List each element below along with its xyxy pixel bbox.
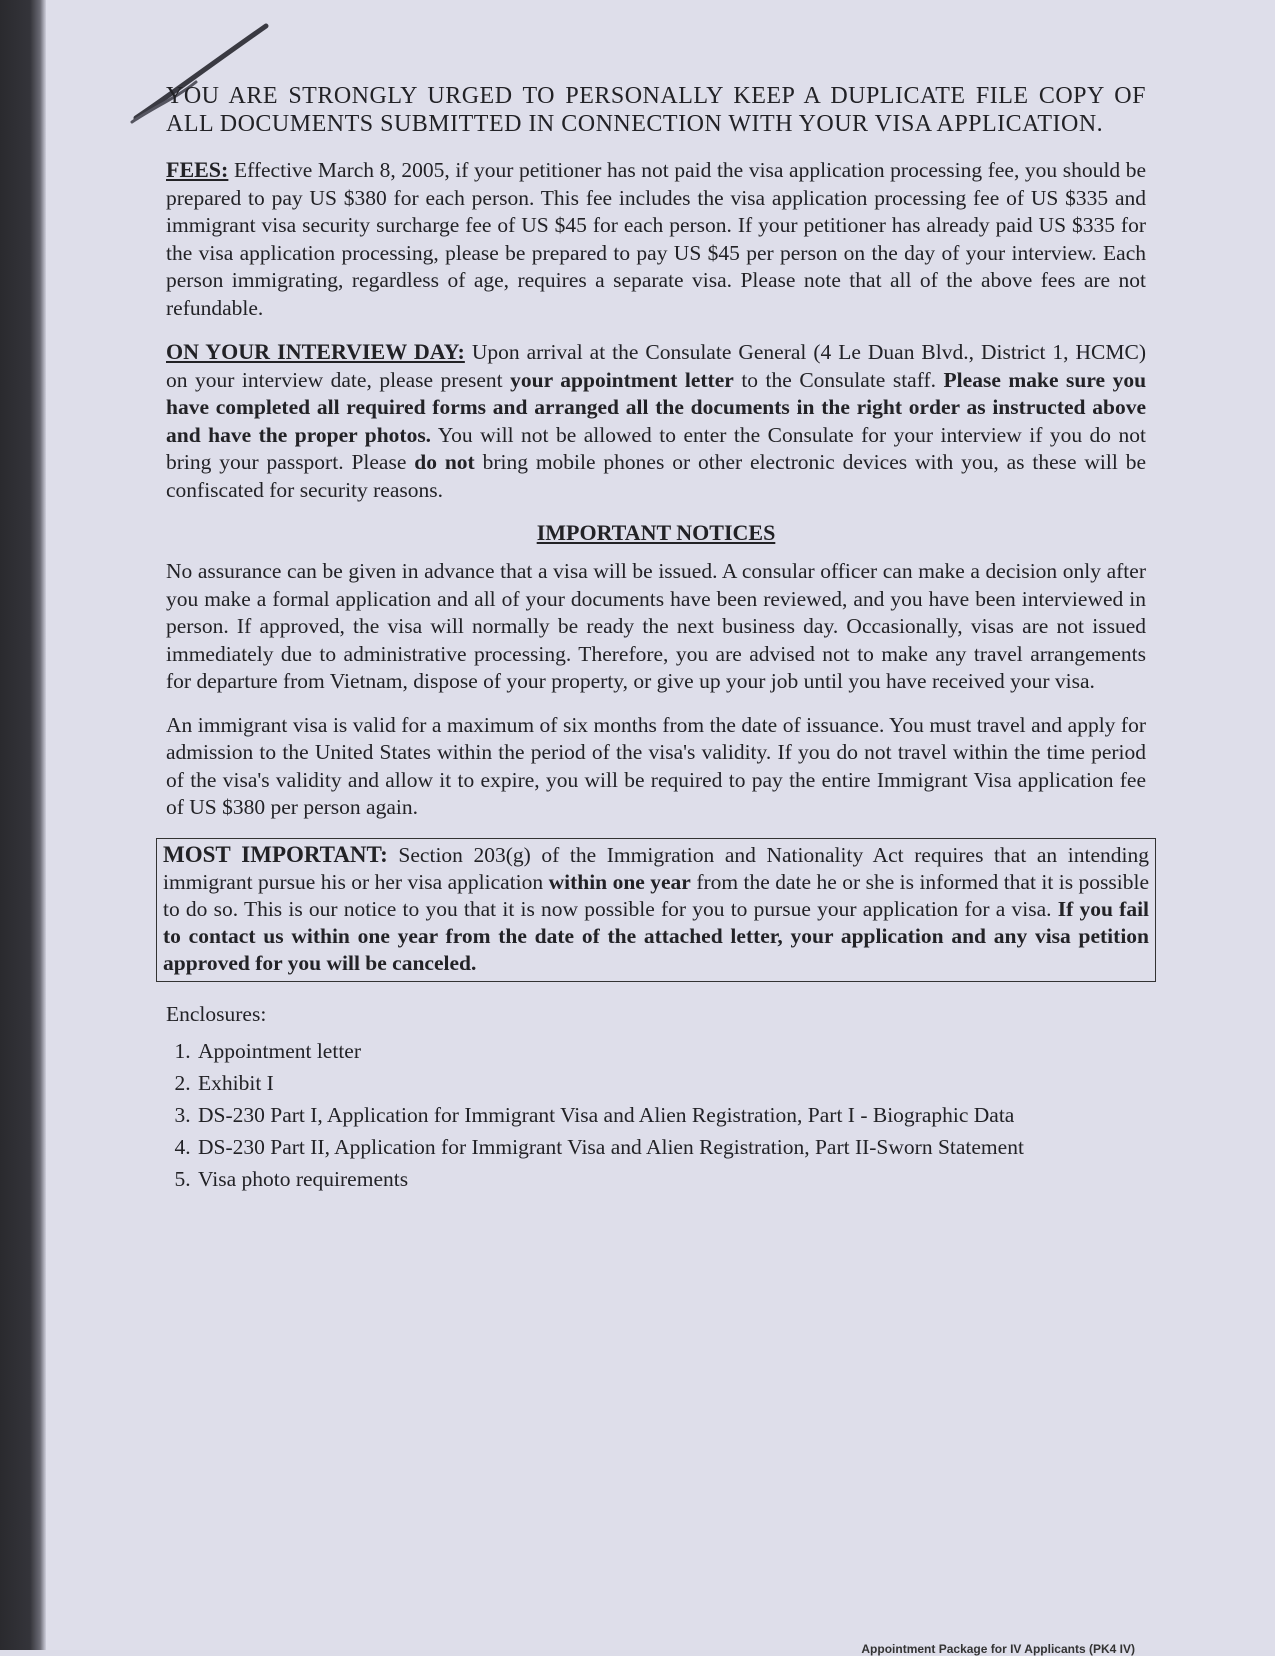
notices-paragraph-2: An immigrant visa is valid for a maximum of six months from the date of issuance. You must travel and apply for admission to the United States within the period of the visa's validity. If you do not travel within the time period of the visa's validity and allow it to expire, you will be required to pay the entire Immigrant Visa application fee of US $380 per person again. <box>166 712 1146 819</box>
enclosure-item: 3. DS-230 Part I, Application for Immigrant Visa and Alien Registration, Part I - Biographic Data <box>196 1099 1146 1131</box>
interview-bold-3: do not <box>414 450 475 474</box>
most-important-lead: MOST IMPORTANT: <box>163 841 388 867</box>
interview-text-3: You will not be allowed to enter the Consulate for your interview if you do not bring your passport. Please <box>166 422 1147 474</box>
enclosure-item: 5. Visa photo requirements <box>196 1163 1146 1195</box>
interview-text-1: Upon arrival at the Consulate General (4 Le Duan Blvd., District 1, HCMC) on your interview date, please present <box>166 340 1147 392</box>
most-important-bold-2: If you fail to contact us within one year from the date of the attached letter, your application and any visa petition approved for you will be canceled. <box>163 896 1150 975</box>
fees-text: Effective March 8, 2005, if your petitioner has not paid the visa application processing fee, you should be prepared to pay US $380 for each person. This fee includes the visa application processing fee of US $335 and immigrant visa security surcharge fee of US $45 for each person. If your petitioner has already paid US $335 for the visa application processing, please be prepared to pay US $45 per person on the day of your interview. Each person immigrating, regardless of age, requires a separate visa. Please note that all of the above fees are not refundable. <box>166 158 1146 320</box>
interview-day-heading: ON YOUR INTERVIEW DAY: <box>166 339 465 364</box>
duplicate-copy-warning: YOU ARE STRONGLY URGED TO PERSONALLY KEEP A DUPLICATE FILE COPY OF ALL DOCUMENTS SUBMITTED IN CONNECTION WITH YOUR VISA APPLICATION. <box>166 83 1146 137</box>
interview-bold-1: your appointment letter <box>510 367 734 392</box>
document-body <box>163 82 1150 1195</box>
scan-binder-edge <box>0 0 46 1650</box>
fees-heading: FEES: <box>166 157 229 182</box>
enclosures-title: Enclosures: <box>166 1001 267 1026</box>
important-notices-title: IMPORTANT NOTICES <box>536 520 776 545</box>
enclosures-list <box>166 1035 1146 1195</box>
enclosure-item: 2. Exhibit I <box>196 1067 1146 1099</box>
most-important-text-2: from the date he or she is informed that it is possible to do so. This is our notice to you that it is now possible for you to pursue your application for a visa. <box>163 869 1150 921</box>
page-footer: Appointment Package for IV Applicants (PK4 IV) <box>861 1642 1135 1656</box>
most-important-text-1: Section 203(g) of the Immigration and Nationality Act requires that an intending immigrant pursue his or her visa application <box>163 842 1149 894</box>
notices-paragraph-1: No assurance can be given in advance that a visa will be issued. A consular officer can make a decision only after you make a formal application and all of your documents have been reviewed, and you have been interviewed in person. If approved, the visa will normally be ready the next business day. Occasionally, visas are not issued immediately due to administrative processing. Therefore, you are advised not to make any travel arrangements for departure from Vietnam, dispose of your property, or give up your job until you have received your visa. <box>166 559 1146 693</box>
interview-text-2: to the Consulate staff. <box>741 367 937 392</box>
interview-text-4: bring mobile phones or other electronic devices with you, as these will be confiscated for security reasons. <box>166 450 1147 502</box>
enclosure-item: 1. Appointment letter <box>196 1035 1146 1067</box>
interview-bold-2: Please make sure you have completed all required forms and arranged all the documents in the right order as instructed above and have the proper photos. <box>166 367 1147 447</box>
enclosure-item: 4. DS-230 Part II, Application for Immigrant Visa and Alien Registration, Part II-Sworn Statement <box>196 1131 1146 1163</box>
fees-paragraph <box>166 156 1146 322</box>
most-important-box <box>156 838 1156 982</box>
most-important-bold-1: within one year <box>548 869 691 894</box>
interview-day-paragraph <box>166 338 1146 504</box>
